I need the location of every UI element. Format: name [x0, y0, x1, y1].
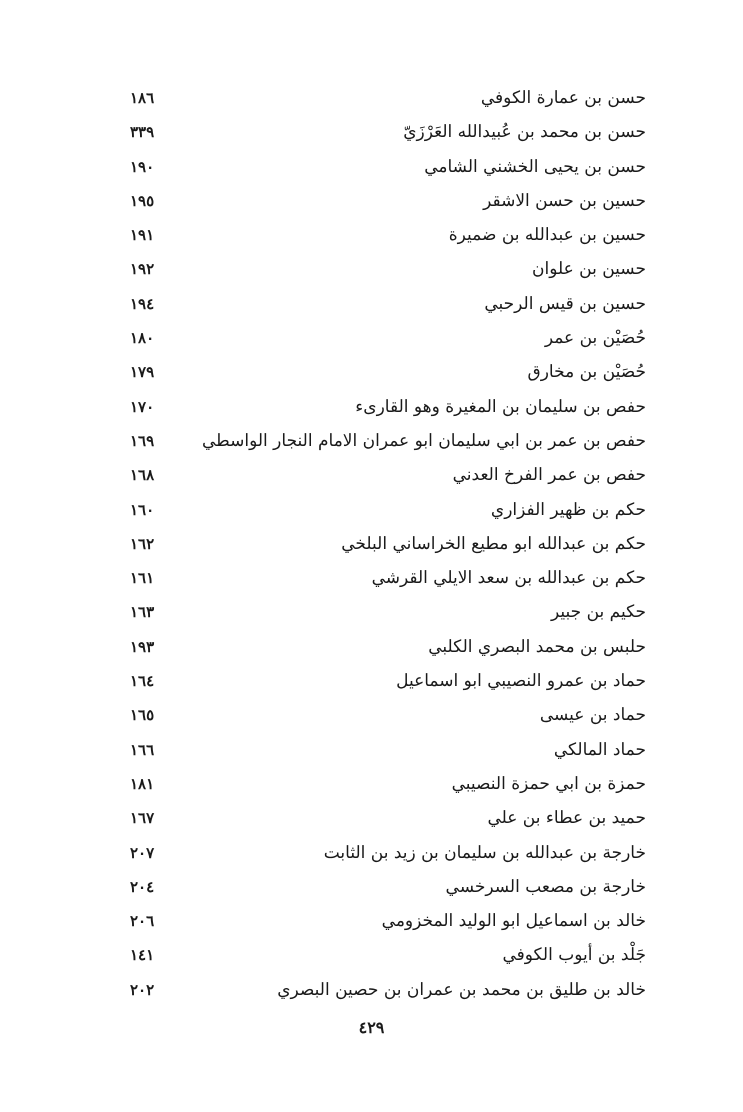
list-item [130, 734, 646, 768]
page-reference: ١٦٦ [130, 740, 155, 759]
page-reference: ٣٣٩ [130, 123, 155, 142]
list-item [130, 699, 646, 733]
narrator-name: حمزة بن ابي حمزة النصيبي [451, 773, 646, 794]
page-reference: ١٦٨ [130, 466, 155, 485]
page-reference: ١٩٣ [130, 637, 155, 656]
page-reference: ١٦٩ [130, 431, 155, 450]
list-item [130, 871, 646, 905]
list-item [130, 356, 646, 390]
narrator-name: حسين بن عبدالله بن ضميرة [448, 225, 646, 246]
page-reference: ١٨١ [130, 774, 155, 793]
narrator-name: حسين بن قيس الرحبي [484, 293, 646, 314]
list-item [130, 837, 646, 871]
list-item [130, 322, 646, 356]
list-item [130, 596, 646, 630]
narrator-name: حسين بن علوان [532, 259, 646, 280]
page-reference: ١٩٠ [130, 157, 155, 176]
narrator-name: حكم بن عبدالله بن سعد الايلي القرشي [371, 568, 646, 589]
list-item [130, 185, 646, 219]
list-item [130, 768, 646, 802]
page-reference: ١٤١ [130, 946, 155, 965]
page-reference: ١٩٢ [130, 260, 155, 279]
narrator-name: حسن بن يحيى الخشني الشامي [424, 156, 646, 177]
list-item [130, 974, 646, 1008]
list-item [130, 905, 646, 939]
list-item [130, 82, 646, 116]
page-reference: ١٧٠ [130, 397, 155, 416]
page-reference: ١٩٥ [130, 191, 155, 210]
narrator-name: حفص بن سليمان بن المغيرة وهو القارىء [355, 396, 646, 417]
list-item [130, 562, 646, 596]
page-reference: ١٦٢ [130, 534, 155, 553]
list-item [130, 665, 646, 699]
page-reference: ١٧٩ [130, 363, 155, 382]
page-reference: ١٦٤ [130, 672, 155, 691]
narrator-name: خارجة بن عبدالله بن سليمان بن زيد بن الثابت [323, 842, 646, 863]
page-reference: ٢٠٧ [130, 843, 155, 862]
page-reference: ١٦١ [130, 569, 155, 588]
page-reference: ١٦٧ [130, 809, 155, 828]
narrator-name: حكيم بن جبير [551, 602, 646, 623]
narrator-name: حسن بن عمارة الكوفي [480, 88, 646, 108]
list-item [130, 288, 646, 322]
narrator-name: خالد بن طليق بن محمد بن عمران بن حصين البصري [277, 979, 646, 1000]
list-item [130, 939, 646, 973]
narrator-name: حسين بن حسن الاشقر [483, 190, 646, 211]
narrator-name: حُصَيْن بن عمر [544, 328, 646, 349]
page-reference: ٢٠٢ [130, 980, 155, 999]
narrator-name: حفص بن عمر الفرخ العدني [452, 465, 646, 486]
page-reference: ١٦٥ [130, 706, 155, 725]
page-reference: ١٩٤ [130, 294, 155, 313]
narrator-name: حُصَيْن بن مخارق [527, 362, 646, 383]
list-item [130, 253, 646, 287]
list-item [130, 459, 646, 493]
narrator-name: حماد بن عمرو النصيبي ابو اسماعيل [396, 671, 646, 692]
narrator-name: خارجة بن مصعب السرخسي [445, 876, 646, 897]
narrator-name: حماد بن عيسى [539, 705, 646, 726]
narrator-name: جَلْد بن أيوب الكوفي [502, 945, 646, 966]
list-item [130, 631, 646, 665]
list-item [130, 802, 646, 836]
list-item [130, 494, 646, 528]
page-reference: ١٨٦ [130, 89, 155, 107]
list-item [130, 391, 646, 425]
page-reference: ١٩١ [130, 226, 155, 245]
narrator-name: حكم بن عبدالله ابو مطيع الخراساني البلخي [341, 533, 646, 554]
narrator-name: حكم بن ظهير الفزاري [490, 499, 646, 520]
page-reference: ١٦٠ [130, 500, 155, 519]
page-reference: ٢٠٦ [130, 912, 155, 931]
list-item [130, 219, 646, 253]
narrator-name: حلبس بن محمد البصري الكلبي [428, 636, 646, 657]
list-item [130, 116, 646, 150]
page-reference: ١٨٠ [130, 329, 155, 348]
narrator-name: حماد المالكي [553, 739, 646, 760]
narrator-name: حسن بن محمد بن عُبيدالله العَرْزَيّ [403, 122, 646, 143]
page-reference: ٢٠٤ [130, 877, 155, 896]
narrator-name: حفص بن عمر بن ابي سليمان ابو عمران الامام النجار الواسطي [202, 430, 646, 451]
page-number: ٤٢٩ [358, 1018, 385, 1037]
page-reference: ١٦٣ [130, 603, 155, 622]
list-item [130, 425, 646, 459]
narrator-index-list [130, 82, 646, 1008]
list-item [130, 528, 646, 562]
narrator-name: حميد بن عطاء بن علي [487, 808, 646, 829]
list-item [130, 151, 646, 185]
narrator-name: خالد بن اسماعيل ابو الوليد المخزومي [381, 911, 646, 932]
